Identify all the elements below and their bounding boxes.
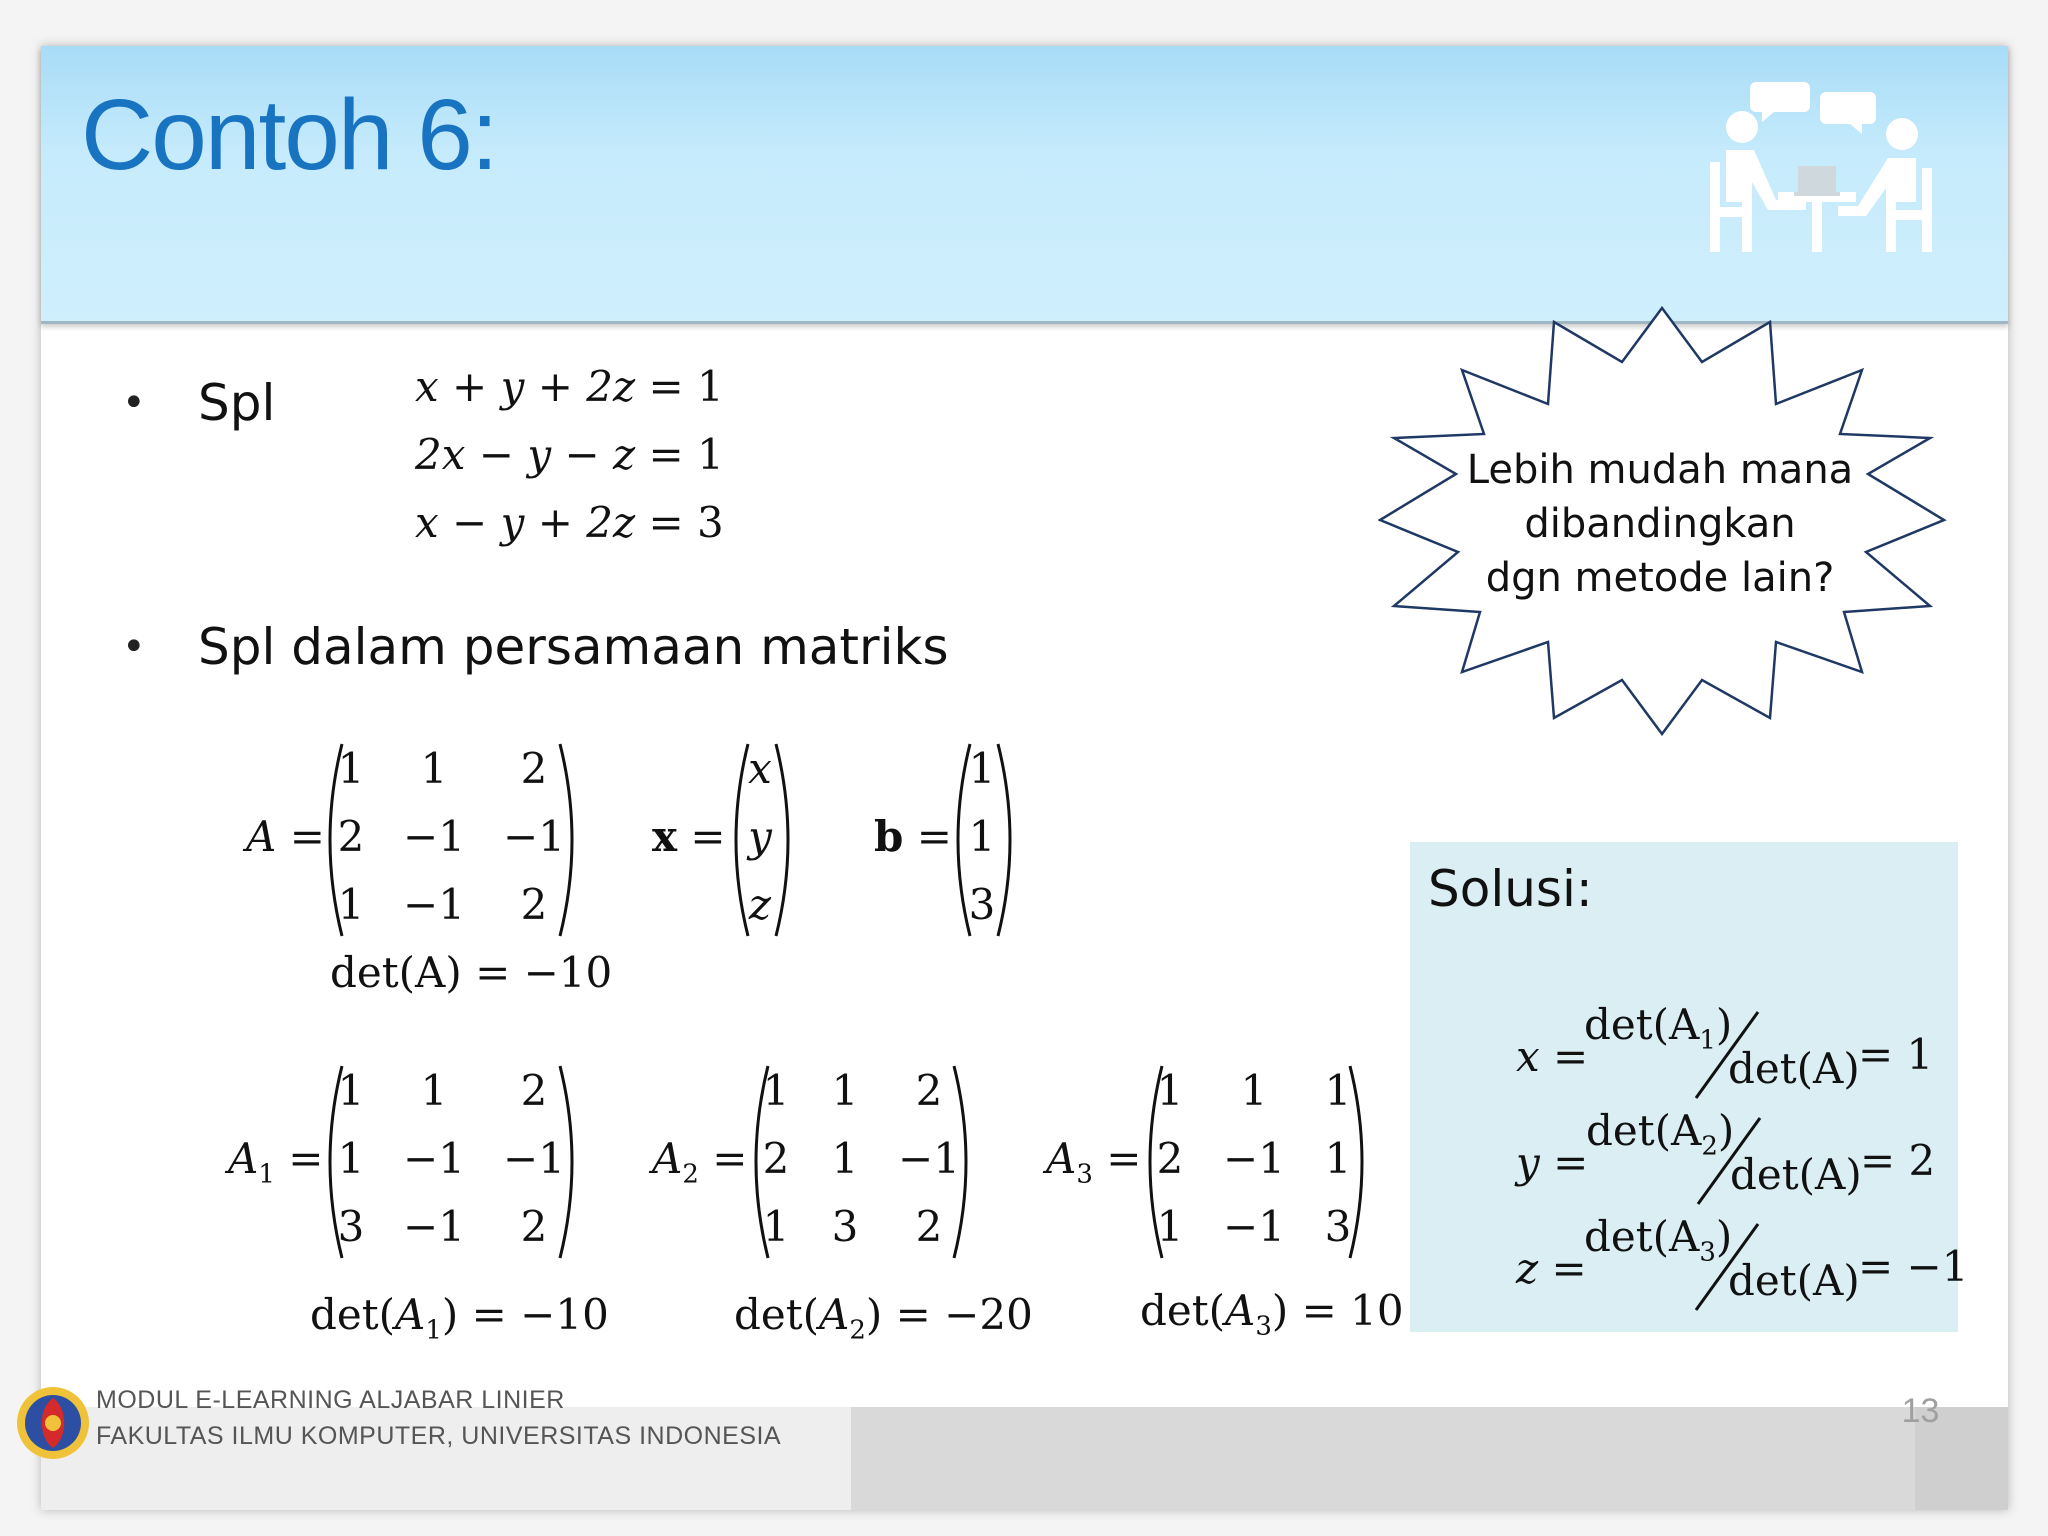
matrix-cell: −1 — [503, 812, 565, 861]
solution-value: = 1 — [1858, 1030, 1934, 1079]
matrix-cell: 3 — [337, 1202, 365, 1251]
numerator: $\det(A_1)$ — [1584, 1000, 1733, 1056]
matrix-cell: 2 — [915, 1066, 943, 1115]
matrix-a2-label: $A_2$ = — [652, 1134, 748, 1190]
matrix-cell: 1 — [762, 1202, 790, 1251]
matrix-cell: 1 — [1156, 1202, 1184, 1251]
matrix-cell: 1 — [1324, 1066, 1352, 1115]
equation-1: x + y + 2z = 1 — [415, 362, 724, 411]
matrix-cell: −1 — [403, 1134, 465, 1183]
matrix-cell: 2 — [1156, 1134, 1184, 1183]
bullet-marker: • — [122, 624, 146, 670]
matrix-cell: 2 — [915, 1202, 943, 1251]
callout-line: dgn metode lain? — [1485, 555, 1835, 601]
slide-title: Contoh 6: — [81, 79, 497, 191]
matrix-cell: 2 — [762, 1134, 790, 1183]
matrix-cell: 1 — [337, 1134, 365, 1183]
vector-cell: z — [748, 880, 772, 929]
matrix-cell: 2 — [520, 1066, 548, 1115]
matrix-cell: 1 — [831, 1066, 859, 1115]
equation-3: x − y + 2z = 3 — [415, 498, 724, 547]
det-a2: $\det(A_2) = -20$ — [734, 1290, 1033, 1346]
det-a1: $\det(A_1) = -10$ — [310, 1290, 609, 1346]
solution-value: = 2 — [1860, 1136, 1936, 1185]
matrix-cell: 1 — [762, 1066, 790, 1115]
matrix-cell: 2 — [520, 880, 548, 929]
matrix-cell: 2 — [520, 744, 548, 793]
meeting-people-icon — [1686, 42, 1946, 272]
matrix-cell: −1 — [1223, 1134, 1285, 1183]
bullet-spl: Spl — [198, 374, 276, 432]
matrix-cell: 3 — [831, 1202, 859, 1251]
footer-mid-panel — [851, 1407, 1915, 1510]
matrix-cell: 1 — [1156, 1066, 1184, 1115]
matrix-cell: 2 — [520, 1202, 548, 1251]
matrix-cell: −1 — [403, 812, 465, 861]
callout-text — [1450, 443, 1870, 605]
footer-module-title: MODUL E-LEARNING ALJABAR LINIER — [96, 1386, 565, 1414]
numerator: $\det(A_3)$ — [1584, 1212, 1733, 1268]
matrix-a1-label: $A_1$ = — [228, 1134, 324, 1190]
denominator: det(A) — [1728, 1256, 1860, 1305]
vector-cell: 1 — [968, 744, 996, 793]
vector-cell: x — [748, 744, 772, 793]
denominator: det(A) — [1728, 1044, 1860, 1093]
equation-2: 2x − y − z = 1 — [415, 430, 724, 479]
vector-cell: 3 — [968, 880, 996, 929]
matrix-a3-label: $A_3$ = — [1046, 1134, 1142, 1190]
matrix-cell: 1 — [337, 880, 365, 929]
denominator: det(A) — [1730, 1150, 1862, 1199]
matrix-cell: 1 — [831, 1134, 859, 1183]
bullet-spl-matriks: Spl dalam persamaan matriks — [198, 618, 949, 676]
matrix-cell: 1 — [337, 1066, 365, 1115]
callout-line: Lebih mudah mana — [1466, 447, 1854, 493]
callout-line: dibandingkan — [1524, 501, 1796, 547]
det-a3: $\det(A_3) = 10$ — [1140, 1286, 1404, 1342]
numerator: $\det(A_2)$ — [1586, 1106, 1735, 1162]
footer-faculty: FAKULTAS ILMU KOMPUTER, UNIVERSITAS INDONESIA — [96, 1422, 782, 1450]
vector-x-label: x = — [652, 812, 726, 861]
bullet-marker: • — [122, 380, 146, 426]
vector-cell: y — [748, 812, 772, 861]
matrix-a-label: A = — [246, 812, 325, 861]
det-a: det(A) = −10 — [330, 948, 613, 997]
matrix-cell: −1 — [403, 880, 465, 929]
matrix-cell: 1 — [1324, 1134, 1352, 1183]
solution-value: = −1 — [1858, 1242, 1969, 1291]
matrix-cell: 2 — [337, 812, 365, 861]
page-number: 13 — [1901, 1392, 1940, 1430]
matrix-cell: −1 — [403, 1202, 465, 1251]
vector-cell: 1 — [968, 812, 996, 861]
matrix-cell: 1 — [337, 744, 365, 793]
matrix-cell: 1 — [1240, 1066, 1268, 1115]
vector-b-label: b = — [874, 812, 952, 861]
university-logo-icon — [8, 1378, 98, 1468]
matrix-cell: 1 — [420, 744, 448, 793]
matrix-cell: 1 — [420, 1066, 448, 1115]
solusi-title: Solusi: — [1428, 860, 1593, 918]
matrix-cell: −1 — [1223, 1202, 1285, 1251]
matrix-cell: −1 — [898, 1134, 960, 1183]
matrix-cell: −1 — [503, 1134, 565, 1183]
matrix-cell: 3 — [1324, 1202, 1352, 1251]
